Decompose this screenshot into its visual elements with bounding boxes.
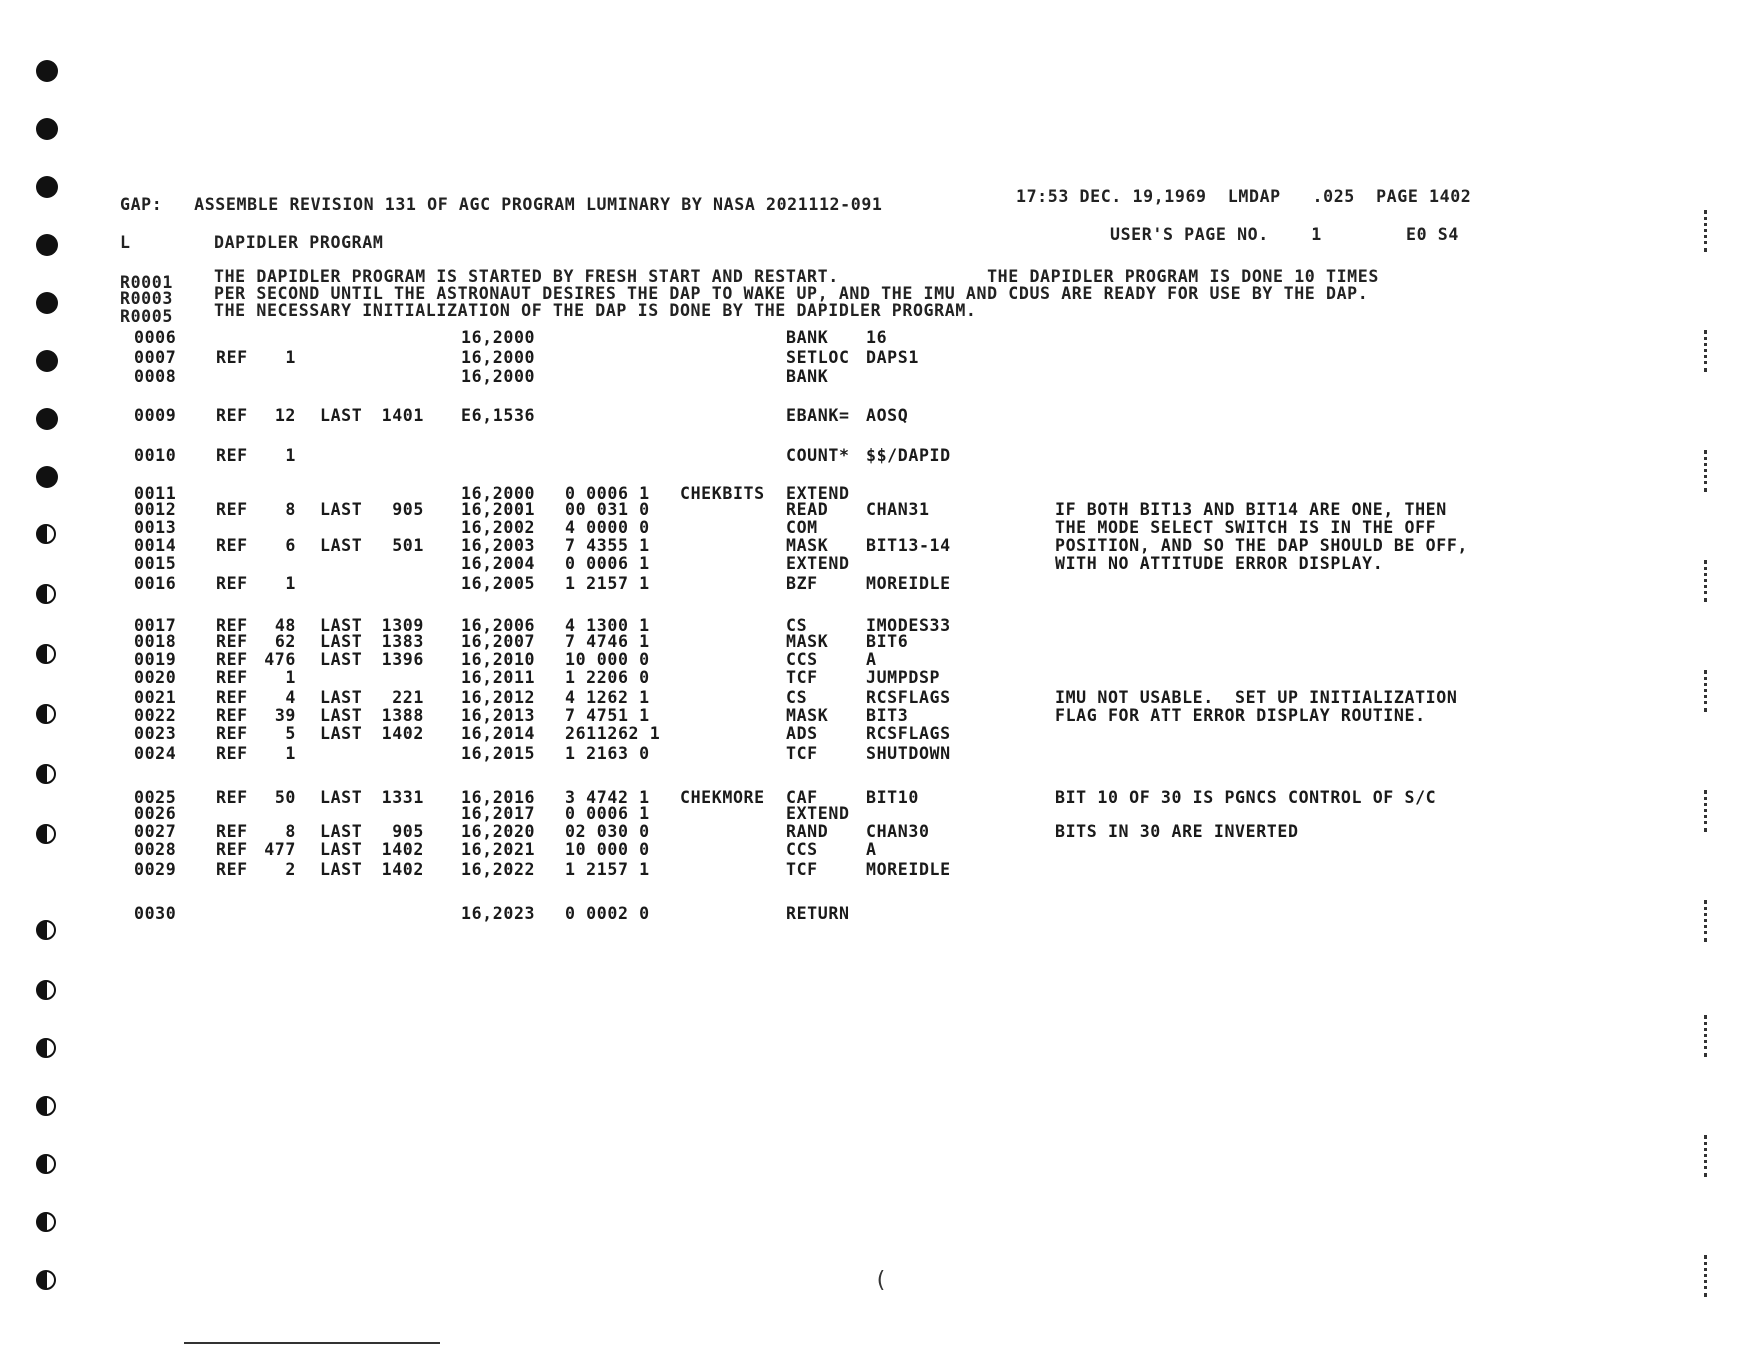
- octal-code: 4 1300 1: [565, 616, 650, 635]
- symbol-label: CHEKMORE: [680, 788, 765, 807]
- address: 16,2014: [461, 724, 536, 743]
- feed-hole: [36, 524, 56, 544]
- page-code: E0 S4: [1406, 225, 1459, 244]
- scan-mark: [1690, 330, 1707, 372]
- octal-code: 7 4355 1: [565, 536, 650, 555]
- line-number: 0009: [134, 406, 177, 425]
- line-number: 0018: [134, 632, 177, 651]
- remark-line-number: R0005: [120, 307, 173, 326]
- last-page: 1309: [381, 616, 424, 635]
- opcode: MASK: [786, 632, 829, 651]
- operand: RCSFLAGS: [866, 724, 951, 743]
- ref-keyword: REF: [216, 406, 248, 425]
- feed-holes: [36, 52, 66, 1302]
- last-page: 1396: [381, 650, 424, 669]
- ref-count: 4: [285, 688, 296, 707]
- ref-keyword: REF: [216, 632, 248, 651]
- octal-code: 0 0006 1: [565, 804, 650, 823]
- opcode: ADS: [786, 724, 818, 743]
- remark-line-number: R0001: [120, 273, 173, 292]
- ref-count: 1: [285, 574, 296, 593]
- address: E6,1536: [461, 406, 536, 425]
- address: 16,2000: [461, 328, 536, 347]
- address: 16,2012: [461, 688, 536, 707]
- last-keyword: LAST: [320, 632, 363, 651]
- ref-keyword: REF: [216, 574, 248, 593]
- ref-keyword: REF: [216, 348, 248, 367]
- last-page: 1402: [381, 860, 424, 879]
- scan-mark: [1690, 900, 1707, 942]
- opcode: TCF: [786, 744, 818, 763]
- line-number: 0008: [134, 367, 177, 386]
- line-number: 0021: [134, 688, 177, 707]
- opcode: CS: [786, 616, 808, 635]
- listing-tag: L: [120, 233, 131, 252]
- footer-rule: [184, 1342, 440, 1344]
- line-number: 0006: [134, 328, 177, 347]
- line-number: 0014: [134, 536, 177, 555]
- octal-code: 0 0006 1: [565, 484, 650, 503]
- line-number: 0007: [134, 348, 177, 367]
- feed-hole: [36, 824, 56, 844]
- operand: AOSQ: [866, 406, 909, 425]
- ref-keyword: REF: [216, 616, 248, 635]
- last-page: 1331: [381, 788, 424, 807]
- opcode: EXTEND: [786, 804, 850, 823]
- last-keyword: LAST: [320, 616, 363, 635]
- operand: RCSFLAGS: [866, 688, 951, 707]
- last-page: 1401: [381, 406, 424, 425]
- address: 16,2002: [461, 518, 536, 537]
- comment: THE MODE SELECT SWITCH IS IN THE OFF: [1055, 518, 1437, 537]
- feed-hole: [36, 1154, 56, 1174]
- ref-keyword: REF: [216, 706, 248, 725]
- last-keyword: LAST: [320, 650, 363, 669]
- line-number: 0020: [134, 668, 177, 687]
- opcode: BZF: [786, 574, 818, 593]
- scan-mark: [1690, 670, 1707, 712]
- octal-code: 1 2157 1: [565, 574, 650, 593]
- opcode: MASK: [786, 706, 829, 725]
- operand: BIT10: [866, 788, 919, 807]
- ref-count: 8: [285, 822, 296, 841]
- feed-hole: [36, 764, 56, 784]
- last-keyword: LAST: [320, 406, 363, 425]
- opcode: BANK: [786, 367, 829, 386]
- operand: JUMPDSP: [866, 668, 941, 687]
- symbol-label: CHEKBITS: [680, 484, 765, 503]
- octal-code: 4 0000 0: [565, 518, 650, 537]
- octal-code: 0 0002 0: [565, 904, 650, 923]
- feed-hole: [36, 1212, 56, 1232]
- opcode: SETLOC: [786, 348, 850, 367]
- opcode: EXTEND: [786, 484, 850, 503]
- octal-code: 1 2163 0: [565, 744, 650, 763]
- ref-keyword: REF: [216, 840, 248, 859]
- ref-keyword: REF: [216, 446, 248, 465]
- address: 16,2016: [461, 788, 536, 807]
- users-page-number: USER'S PAGE NO. 1: [1110, 225, 1322, 244]
- address: 16,2001: [461, 500, 536, 519]
- octal-code: 00 031 0: [565, 500, 650, 519]
- line-number: 0013: [134, 518, 177, 537]
- comment: BITS IN 30 ARE INVERTED: [1055, 822, 1299, 841]
- last-page: 905: [392, 500, 424, 519]
- line-number: 0022: [134, 706, 177, 725]
- ref-keyword: REF: [216, 536, 248, 555]
- operand: CHAN31: [866, 500, 930, 519]
- remark-text: THE DAPIDLER PROGRAM IS STARTED BY FRESH START AND RESTART. THE DAPIDLER PROGRAM IS DONE 10 TIMES: [214, 267, 1379, 286]
- address: 16,2015: [461, 744, 536, 763]
- opcode: EXTEND: [786, 554, 850, 573]
- scan-mark: [1690, 1135, 1707, 1177]
- ref-keyword: REF: [216, 500, 248, 519]
- last-keyword: LAST: [320, 706, 363, 725]
- comment: IMU NOT USABLE. SET UP INITIALIZATION: [1055, 688, 1458, 707]
- operand: A: [866, 840, 877, 859]
- program-title: DAPIDLER PROGRAM: [214, 233, 384, 252]
- ref-count: 12: [274, 406, 296, 425]
- operand: DAPS1: [866, 348, 919, 367]
- operand: $$/DAPID: [866, 446, 951, 465]
- feed-hole: [36, 980, 56, 1000]
- last-keyword: LAST: [320, 688, 363, 707]
- last-keyword: LAST: [320, 536, 363, 555]
- last-page: 501: [392, 536, 424, 555]
- ref-count: 62: [274, 632, 296, 651]
- comment: POSITION, AND SO THE DAP SHOULD BE OFF,: [1055, 536, 1469, 555]
- ref-keyword: REF: [216, 650, 248, 669]
- last-page: 221: [392, 688, 424, 707]
- octal-code: 1 2157 1: [565, 860, 650, 879]
- operand: IMODES33: [866, 616, 951, 635]
- feed-hole: [36, 1038, 56, 1058]
- address: 16,2000: [461, 484, 536, 503]
- address: 16,2003: [461, 536, 536, 555]
- octal-code: 02 030 0: [565, 822, 650, 841]
- feed-hole: [36, 466, 58, 488]
- last-page: 1388: [381, 706, 424, 725]
- comment: FLAG FOR ATT ERROR DISPLAY ROUTINE.: [1055, 706, 1426, 725]
- address: 16,2010: [461, 650, 536, 669]
- ref-keyword: REF: [216, 688, 248, 707]
- line-number: 0017: [134, 616, 177, 635]
- ref-count: 39: [274, 706, 296, 725]
- last-keyword: LAST: [320, 860, 363, 879]
- address: 16,2007: [461, 632, 536, 651]
- opcode: CCS: [786, 840, 818, 859]
- line-number: 0015: [134, 554, 177, 573]
- octal-code: 7 4751 1: [565, 706, 650, 725]
- opcode: COUNT*: [786, 446, 850, 465]
- line-number: 0016: [134, 574, 177, 593]
- ref-count: 1: [285, 668, 296, 687]
- address: 16,2020: [461, 822, 536, 841]
- feed-hole: [36, 292, 58, 314]
- octal-code: 7 4746 1: [565, 632, 650, 651]
- opcode: TCF: [786, 668, 818, 687]
- ref-count: 1: [285, 744, 296, 763]
- last-keyword: LAST: [320, 500, 363, 519]
- octal-code: 1 2206 0: [565, 668, 650, 687]
- last-page: 1402: [381, 724, 424, 743]
- listing-timestamp: 17:53 DEC. 19,1969 LMDAP .025 PAGE 1402: [1016, 187, 1472, 206]
- address: 16,2004: [461, 554, 536, 573]
- line-number: 0029: [134, 860, 177, 879]
- octal-code: 10 000 0: [565, 650, 650, 669]
- operand: BIT13-14: [866, 536, 951, 555]
- line-number: 0023: [134, 724, 177, 743]
- operand: MOREIDLE: [866, 574, 951, 593]
- line-number: 0011: [134, 484, 177, 503]
- remark-line-number: R0003: [120, 289, 173, 308]
- ref-count: 2: [285, 860, 296, 879]
- octal-code: 3 4742 1: [565, 788, 650, 807]
- ref-keyword: REF: [216, 744, 248, 763]
- scan-mark: [1690, 560, 1707, 602]
- line-number: 0030: [134, 904, 177, 923]
- address: 16,2005: [461, 574, 536, 593]
- last-page: 1402: [381, 840, 424, 859]
- feed-hole: [36, 704, 56, 724]
- opcode: TCF: [786, 860, 818, 879]
- address: 16,2000: [461, 367, 536, 386]
- ref-count: 477: [264, 840, 296, 859]
- scan-mark: [1690, 1255, 1707, 1297]
- operand: CHAN30: [866, 822, 930, 841]
- ref-keyword: REF: [216, 822, 248, 841]
- opcode: CCS: [786, 650, 818, 669]
- ref-count: 1: [285, 348, 296, 367]
- opcode: RETURN: [786, 904, 850, 923]
- address: 16,2023: [461, 904, 536, 923]
- line-number: 0025: [134, 788, 177, 807]
- feed-hole: [36, 644, 56, 664]
- address: 16,2006: [461, 616, 536, 635]
- ref-count: 48: [274, 616, 296, 635]
- scan-mark: [1690, 790, 1707, 832]
- operand: MOREIDLE: [866, 860, 951, 879]
- feed-hole: [36, 234, 58, 256]
- scan-artifact: (: [874, 1268, 888, 1293]
- opcode: MASK: [786, 536, 829, 555]
- ref-count: 50: [274, 788, 296, 807]
- comment: BIT 10 OF 30 IS PGNCS CONTROL OF S/C: [1055, 788, 1437, 807]
- comment: WITH NO ATTITUDE ERROR DISPLAY.: [1055, 554, 1384, 573]
- scan-mark: [1690, 1015, 1707, 1057]
- comment: IF BOTH BIT13 AND BIT14 ARE ONE, THEN: [1055, 500, 1447, 519]
- line-number: 0024: [134, 744, 177, 763]
- last-keyword: LAST: [320, 724, 363, 743]
- opcode: CAF: [786, 788, 818, 807]
- address: 16,2013: [461, 706, 536, 725]
- opcode: COM: [786, 518, 818, 537]
- remark-text: PER SECOND UNTIL THE ASTRONAUT DESIRES THE DAP TO WAKE UP, AND THE IMU AND CDUS ARE READY FOR USE BY THE DAP.: [214, 284, 1369, 303]
- scan-mark: [1690, 210, 1707, 252]
- line-number: 0010: [134, 446, 177, 465]
- line-number: 0012: [134, 500, 177, 519]
- line-number: 0027: [134, 822, 177, 841]
- feed-hole: [36, 1270, 56, 1290]
- address: 16,2011: [461, 668, 536, 687]
- address: 16,2000: [461, 348, 536, 367]
- line-number: 0019: [134, 650, 177, 669]
- listing-header: GAP: ASSEMBLE REVISION 131 OF AGC PROGRAM LUMINARY BY NASA 2021112-091: [120, 195, 883, 214]
- ref-count: 6: [285, 536, 296, 555]
- ref-keyword: REF: [216, 860, 248, 879]
- feed-hole: [36, 118, 58, 140]
- address: 16,2022: [461, 860, 536, 879]
- last-keyword: LAST: [320, 788, 363, 807]
- feed-hole: [36, 1096, 56, 1116]
- opcode: CS: [786, 688, 808, 707]
- operand: BIT3: [866, 706, 909, 725]
- address: 16,2017: [461, 804, 536, 823]
- remark-text: THE NECESSARY INITIALIZATION OF THE DAP IS DONE BY THE DAPIDLER PROGRAM.: [214, 301, 977, 320]
- feed-hole: [36, 60, 58, 82]
- last-keyword: LAST: [320, 822, 363, 841]
- ref-count: 476: [264, 650, 296, 669]
- operand: 16: [866, 328, 888, 347]
- scan-mark: [1690, 450, 1707, 492]
- feed-hole: [36, 176, 58, 198]
- address: 16,2021: [461, 840, 536, 859]
- ref-keyword: REF: [216, 724, 248, 743]
- operand: SHUTDOWN: [866, 744, 951, 763]
- operand: A: [866, 650, 877, 669]
- ref-keyword: REF: [216, 668, 248, 687]
- ref-count: 8: [285, 500, 296, 519]
- opcode: EBANK=: [786, 406, 850, 425]
- octal-code: 10 000 0: [565, 840, 650, 859]
- octal-code: 2611262 1: [565, 724, 661, 743]
- operand: BIT6: [866, 632, 909, 651]
- opcode: BANK: [786, 328, 829, 347]
- line-number: 0028: [134, 840, 177, 859]
- line-number: 0026: [134, 804, 177, 823]
- ref-count: 5: [285, 724, 296, 743]
- last-page: 905: [392, 822, 424, 841]
- ref-count: 1: [285, 446, 296, 465]
- feed-hole: [36, 350, 58, 372]
- opcode: READ: [786, 500, 829, 519]
- opcode: RAND: [786, 822, 829, 841]
- feed-hole: [36, 920, 56, 940]
- octal-code: 0 0006 1: [565, 554, 650, 573]
- feed-hole: [36, 408, 58, 430]
- last-keyword: LAST: [320, 840, 363, 859]
- last-page: 1383: [381, 632, 424, 651]
- feed-hole: [36, 584, 56, 604]
- octal-code: 4 1262 1: [565, 688, 650, 707]
- ref-keyword: REF: [216, 788, 248, 807]
